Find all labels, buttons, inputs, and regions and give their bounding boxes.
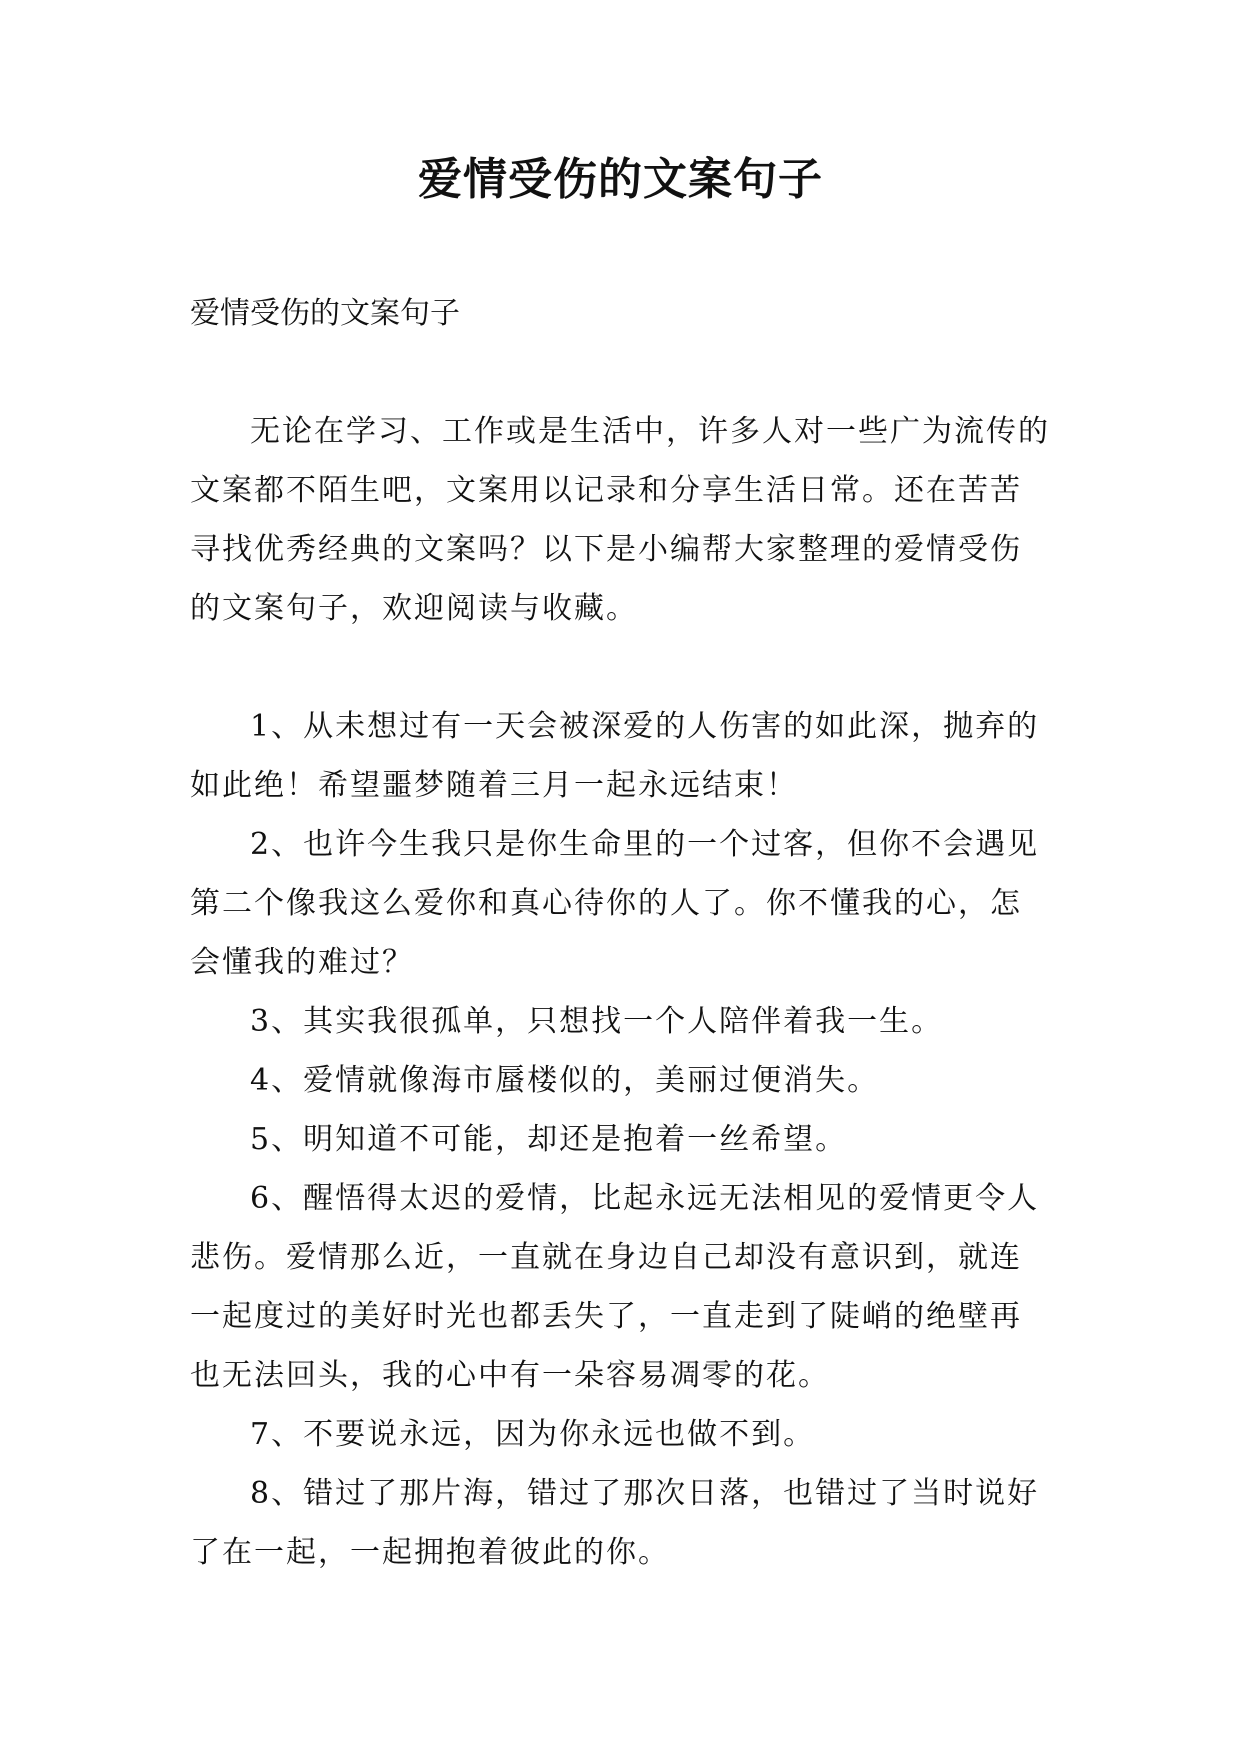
list-item: 1、从未想过有一天会被深爱的人伤害的如此深，抛弃的如此绝！希望噩梦随着三月一起永远结束！ xyxy=(190,709,1040,803)
list-item: 5、明知道不可能，却还是抱着一丝希望。 xyxy=(250,1122,848,1157)
list-item: 4、爱情就像海市蜃楼似的，美丽过便消失。 xyxy=(250,1063,880,1098)
intro-paragraph: 无论在学习、工作或是生活中，许多人对一些广为流传的文案都不陌生吧，文案用以记录和分享生活日常。还在苦苦寻找优秀经典的文案吗？以下是小编帮大家整理的爱情受伤的文案句子，欢迎阅读与收藏。 xyxy=(190,414,1050,626)
list-item: 8、错过了那片海，错过了那次日落，也错过了当时说好了在一起，一起拥抱着彼此的你。 xyxy=(190,1476,1040,1570)
list-item: 7、不要说永远，因为你永远也做不到。 xyxy=(250,1417,816,1452)
list-item: 3、其实我很孤单，只想找一个人陪伴着我一生。 xyxy=(250,1004,944,1039)
list-item: 2、也许今生我只是你生命里的一个过客，但你不会遇见第二个像我这么爱你和真心待你的人了。你不懂我的心，怎会懂我的难过？ xyxy=(190,827,1040,980)
list-item: 6、醒悟得太迟的爱情，比起永远无法相见的爱情更令人悲伤。爱情那么近，一直就在身边自己却没有意识到，就连一起度过的美好时光也都丢失了，一直走到了陡峭的绝壁再也无法回头，我的心中有一朵容易凋零的花。 xyxy=(190,1181,1040,1393)
document-subtitle: 爱情受伤的文案句子 xyxy=(190,296,460,331)
document-body xyxy=(190,402,1050,1582)
document-title: 爱情受伤的文案句子 xyxy=(418,154,823,205)
